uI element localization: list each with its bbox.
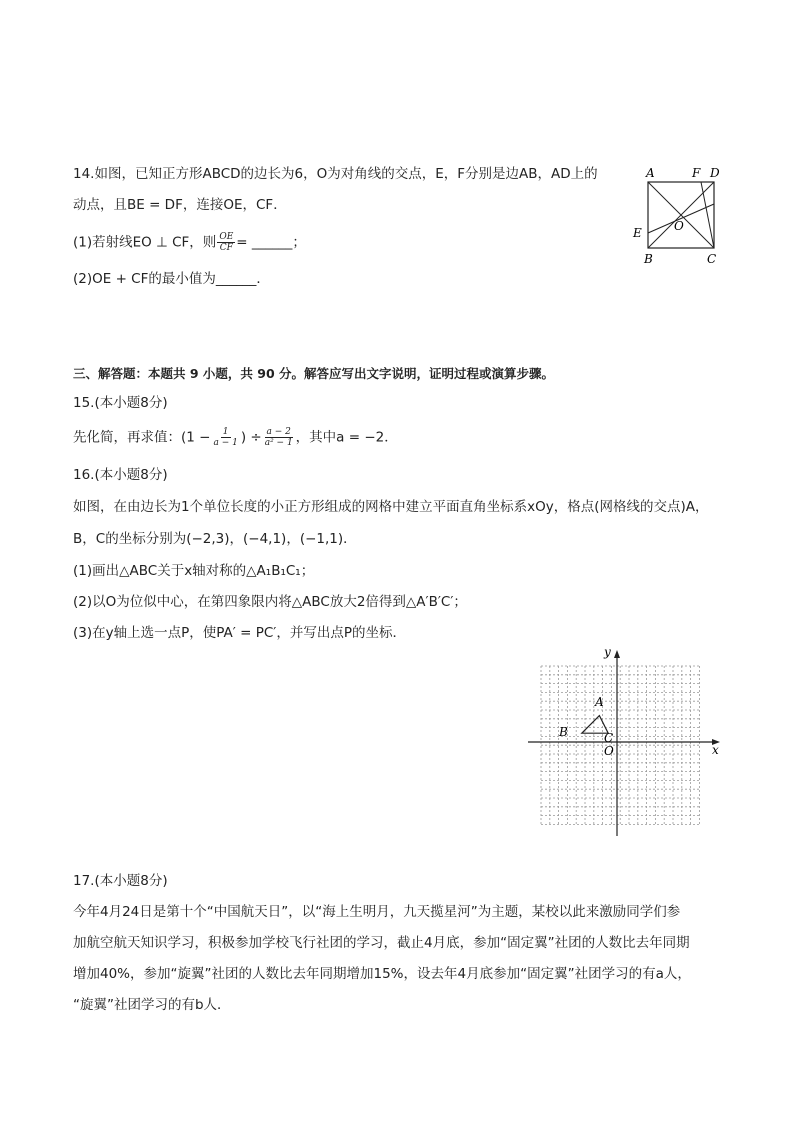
q15-text-prefix: 先化简，再求值：(1 − [73,429,211,446]
q17-header: 17.(本小题8分) [73,873,168,889]
q16-grid-figure [526,646,726,840]
q15-text-suffix: ，其中a = −2． [295,429,398,446]
q16-part3: (3)在y轴上选一点P，使PA′ = PC′，并写出点P的坐标． [73,625,406,641]
q15-text-mid: ) ÷ [240,429,262,446]
q14-line2: 动点，且BE = DF，连接OE，CF． [73,197,287,213]
q14-line1: 14.如图，已知正方形ABCD的边长为6，O为对角线的交点，E，F分别是边AB，AD上的 [73,166,598,182]
point-label-b: B [559,725,568,739]
q16-part1: (1)画出△ABC关于x轴对称的△A₁B₁C₁； [73,563,315,579]
q17-line1: 今年4月24日是第十个“中国航天日”，以“海上生明月，九天揽星河”为主题，某校以此来激励同学们参 [73,904,681,920]
q16-line1: 如图，在由边长为1个单位长度的小正方形组成的网格中建立平面直角坐标系xOy，格点(网格线的交点)A， [73,499,709,515]
q16-line2: B，C的坐标分别为(−2,3)，(−4,1)，(−1,1)． [73,531,357,547]
point-label-a: A [595,695,604,709]
q15-frac1-den: a − 1 [213,438,238,448]
axis-label-y: y [604,646,611,659]
q14-part1-suffix: = ______； [236,234,306,251]
section3-heading: 三、解答题：本题共 9 小题，共 90 分。解答应写出文字说明，证明过程或演算步骤。 [73,366,555,381]
q16-part2: (2)以O为位似中心，在第四象限内将△ABC放大2倍得到△A′B′C′； [73,594,467,610]
q15-frac1 [211,427,239,448]
q15-text [73,427,398,448]
axis-label-x: x [712,743,719,757]
label-b: B [644,252,653,266]
q16-header: 16.(本小题8分) [73,467,168,483]
y-axis-arrow [614,650,620,658]
q15-header: 15.(本小题8分) [73,395,168,411]
grid-lines [541,666,699,824]
q14-square-figure [628,164,728,268]
label-o: O [674,219,684,233]
label-e: E [633,226,642,240]
segment-cf [701,182,714,248]
label-f: F [692,166,701,180]
q14-fraction [217,232,235,253]
q17-line2: 加航空航天知识学习，积极参加学校飞行社团的学习，截止4月底，参加“固定翼”社团的人数比去年同期 [73,935,690,951]
q17-line3: 增加40%，参加“旋翼”社团的人数比去年同期增加15%，设去年4月底参加“固定翼”社团学习的有a人， [73,966,691,982]
q15-frac2-num: a − 2 [266,427,291,437]
q17-line4: “旋翼”社团学习的有b人． [73,997,231,1013]
q14-frac-num: OE [219,232,234,242]
q14-part1-prefix: (1)若射线EO ⊥ CF，则 [73,234,217,251]
point-label-c: C [604,731,614,745]
q15-frac2 [263,427,295,448]
q14-frac-den: CF [219,243,233,253]
q14-part2: (2)OE + CF的最小值为______． [73,271,270,287]
label-a: A [646,166,655,180]
q15-frac1-num: 1 [222,427,229,437]
label-c: C [707,252,717,266]
q14-part1 [73,232,306,253]
q15-frac2-den: a² − 1 [264,438,293,448]
origin-label-o: O [604,744,614,758]
label-d: D [710,166,720,180]
